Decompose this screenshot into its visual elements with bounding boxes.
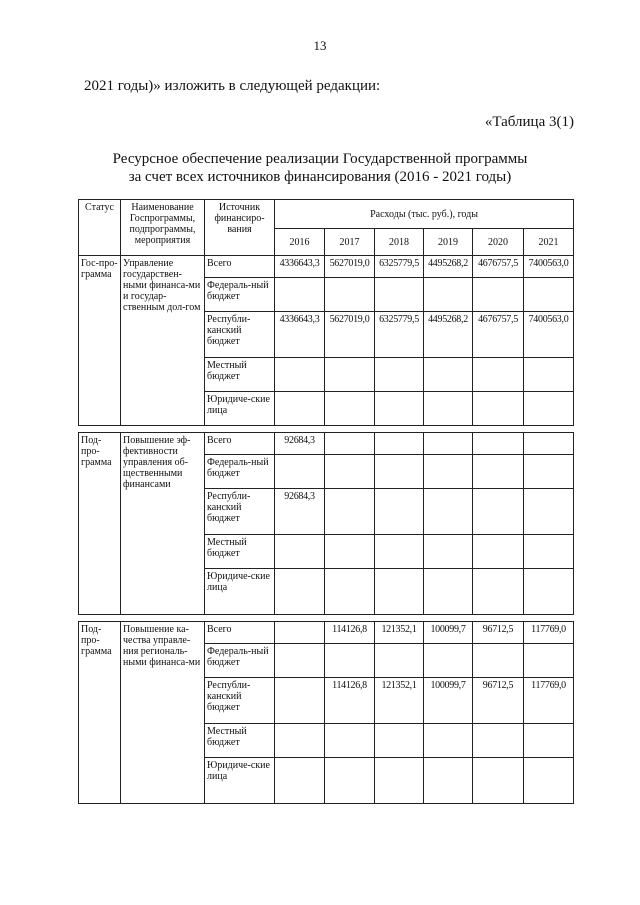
expense-cell xyxy=(375,758,424,804)
row-source: Местный бюджет xyxy=(205,724,275,758)
header-expenses: Расходы (тыс. руб.), годы xyxy=(275,200,574,229)
expense-cell xyxy=(325,489,375,535)
title-line-2: за счет всех источников финансирования (2016 - 2021 годы) xyxy=(128,169,512,185)
expense-cell xyxy=(275,569,325,615)
expense-cell xyxy=(524,278,574,312)
expense-cell xyxy=(375,535,424,569)
row-source: Юридиче-ские лица xyxy=(205,758,275,804)
expense-cell xyxy=(275,758,325,804)
expense-cell xyxy=(325,758,375,804)
expense-cell: 114126,8 xyxy=(325,678,375,724)
separator-cell xyxy=(79,426,574,433)
expense-cell xyxy=(275,535,325,569)
expense-cell: 121352,1 xyxy=(375,622,424,644)
expense-cell xyxy=(275,358,325,392)
expense-cell xyxy=(473,489,524,535)
block-separator xyxy=(79,615,574,622)
expense-cell xyxy=(524,569,574,615)
expense-cell xyxy=(424,758,473,804)
expense-cell xyxy=(473,644,524,678)
expense-cell xyxy=(473,278,524,312)
expense-cell xyxy=(275,455,325,489)
header-year: 2021 xyxy=(524,229,574,256)
header-year: 2016 xyxy=(275,229,325,256)
expense-cell xyxy=(524,392,574,426)
expense-cell xyxy=(424,278,473,312)
expense-cell xyxy=(325,358,375,392)
expense-cell: 5627019,0 xyxy=(325,312,375,358)
expense-cell xyxy=(524,433,574,455)
row-status: Под-про-грамма xyxy=(79,622,121,804)
row-source: Республи-канский бюджет xyxy=(205,489,275,535)
separator-cell xyxy=(79,615,574,622)
expense-cell xyxy=(473,535,524,569)
table-row xyxy=(79,622,574,644)
expense-cell xyxy=(275,278,325,312)
expense-cell xyxy=(275,392,325,426)
header-year: 2020 xyxy=(473,229,524,256)
header-name: Наименование Госпрограммы, подпрограммы, мероприятия xyxy=(121,200,205,256)
expense-cell: 114126,8 xyxy=(325,622,375,644)
header-year: 2018 xyxy=(375,229,424,256)
expense-cell: 4336643,3 xyxy=(275,256,325,278)
expense-cell xyxy=(524,724,574,758)
expense-cell xyxy=(473,392,524,426)
expense-cell: 92684,3 xyxy=(275,433,325,455)
expense-cell xyxy=(524,489,574,535)
row-source: Всего xyxy=(205,622,275,644)
expense-cell xyxy=(424,535,473,569)
expense-cell xyxy=(424,569,473,615)
header-source: Источник финансиро-вания xyxy=(205,200,275,256)
expense-cell: 4495268,2 xyxy=(424,312,473,358)
expense-cell xyxy=(424,433,473,455)
expense-cell xyxy=(325,535,375,569)
expense-cell xyxy=(275,622,325,644)
expense-cell xyxy=(325,278,375,312)
expense-cell xyxy=(375,644,424,678)
expense-cell: 5627019,0 xyxy=(325,256,375,278)
expense-cell xyxy=(375,569,424,615)
block-separator xyxy=(79,426,574,433)
expense-cell xyxy=(524,358,574,392)
row-source: Местный бюджет xyxy=(205,358,275,392)
row-status: Под-про-грамма xyxy=(79,433,121,615)
expense-cell xyxy=(424,724,473,758)
expense-cell xyxy=(424,392,473,426)
expense-cell xyxy=(275,644,325,678)
row-program-name: Повышение ка-чества управле-ния региональ-ными финанса-ми xyxy=(121,622,205,804)
header-year: 2019 xyxy=(424,229,473,256)
row-source: Республи-канский бюджет xyxy=(205,312,275,358)
expense-cell xyxy=(375,433,424,455)
expense-cell: 4676757,5 xyxy=(473,312,524,358)
expense-cell xyxy=(524,455,574,489)
row-source: Всего xyxy=(205,433,275,455)
expense-cell xyxy=(524,644,574,678)
row-source: Республи-канский бюджет xyxy=(205,678,275,724)
expense-cell: 121352,1 xyxy=(375,678,424,724)
expense-cell xyxy=(473,724,524,758)
expense-cell xyxy=(375,358,424,392)
intro-text: 2021 годы)» изложить в следующей редакции: xyxy=(84,78,381,94)
expense-cell xyxy=(375,278,424,312)
row-source: Всего xyxy=(205,256,275,278)
expense-cell xyxy=(325,569,375,615)
expense-cell: 4495268,2 xyxy=(424,256,473,278)
expense-cell: 100099,7 xyxy=(424,678,473,724)
expense-cell xyxy=(473,455,524,489)
expense-cell xyxy=(424,489,473,535)
expense-cell: 100099,7 xyxy=(424,622,473,644)
expense-cell xyxy=(473,433,524,455)
expense-cell: 7400563,0 xyxy=(524,312,574,358)
expense-cell: 96712,5 xyxy=(473,678,524,724)
expense-cell: 4336643,3 xyxy=(275,312,325,358)
expense-cell xyxy=(275,678,325,724)
expense-cell xyxy=(524,758,574,804)
expense-cell xyxy=(325,724,375,758)
expense-cell xyxy=(375,489,424,535)
row-source: Федераль-ный бюджет xyxy=(205,278,275,312)
expense-cell: 117769,0 xyxy=(524,678,574,724)
row-status: Гос-про-грамма xyxy=(79,256,121,426)
expense-cell xyxy=(473,758,524,804)
expense-cell xyxy=(473,358,524,392)
expense-cell xyxy=(375,392,424,426)
expense-cell: 96712,5 xyxy=(473,622,524,644)
row-source: Федераль-ный бюджет xyxy=(205,455,275,489)
expense-cell xyxy=(325,392,375,426)
expense-cell: 6325779,5 xyxy=(375,256,424,278)
expense-cell xyxy=(325,455,375,489)
row-source: Юридиче-ские лица xyxy=(205,569,275,615)
resource-table xyxy=(78,199,574,804)
table-label: «Таблица 3(1) xyxy=(484,114,574,130)
expense-cell xyxy=(524,535,574,569)
expense-cell xyxy=(325,644,375,678)
expense-cell xyxy=(424,644,473,678)
header-year: 2017 xyxy=(325,229,375,256)
expense-cell: 6325779,5 xyxy=(375,312,424,358)
expense-cell xyxy=(424,455,473,489)
row-source: Местный бюджет xyxy=(205,535,275,569)
table-row xyxy=(79,433,574,455)
row-source: Юридиче-ские лица xyxy=(205,392,275,426)
expense-cell xyxy=(375,724,424,758)
header-status: Статус xyxy=(79,200,121,256)
row-program-name: Управление государствен-ными финанса-ми и государ-ственным дол-гом xyxy=(121,256,205,426)
expense-cell xyxy=(424,358,473,392)
document-title xyxy=(0,150,640,186)
row-source: Федераль-ный бюджет xyxy=(205,644,275,678)
table-row xyxy=(79,256,574,278)
title-line-1: Ресурсное обеспечение реализации Государственной программы xyxy=(112,151,528,167)
row-program-name: Повышение эф-фективности управления об-щественными финансами xyxy=(121,433,205,615)
expense-cell xyxy=(325,433,375,455)
expense-cell xyxy=(375,455,424,489)
expense-cell xyxy=(275,724,325,758)
table-body xyxy=(79,256,574,804)
expense-cell xyxy=(473,569,524,615)
expense-cell: 117769,0 xyxy=(524,622,574,644)
page-number: 13 xyxy=(313,38,327,53)
expense-cell: 4676757,5 xyxy=(473,256,524,278)
expense-cell: 7400563,0 xyxy=(524,256,574,278)
expense-cell: 92684,3 xyxy=(275,489,325,535)
